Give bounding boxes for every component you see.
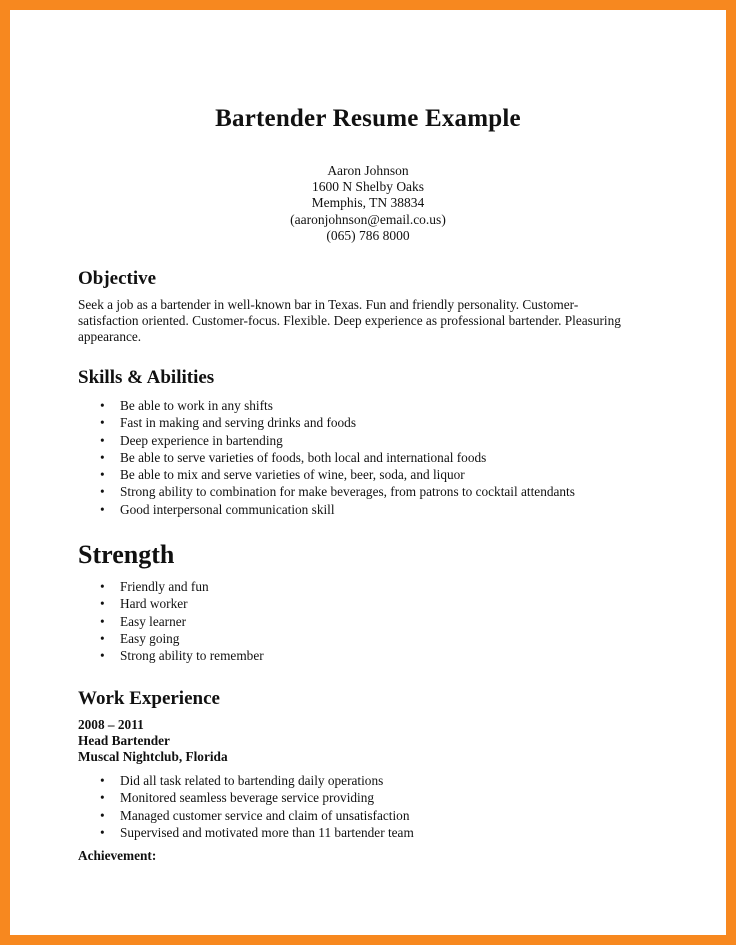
objective-line: Seek a job as a bartender in well-known bar in Texas. Fun and friendly personality. Customer- (78, 297, 579, 312)
list-item: • Be able to work in any shifts (78, 397, 575, 414)
list-item: • Managed customer service and claim of unsatisfaction (78, 807, 414, 824)
list-item: • Easy learner (78, 613, 264, 630)
page-title: Bartender Resume Example (215, 105, 521, 132)
work-period: 2008 – 2011 (78, 717, 144, 732)
strength-heading: Strength (78, 540, 175, 569)
contact-phone: (065) 786 8000 (326, 227, 410, 243)
list-item: • Strong ability to remember (78, 647, 264, 664)
list-item: • Did all task related to bartending daily operations (78, 772, 414, 789)
list-item: • Supervised and motivated more than 11 bartender team (78, 824, 414, 841)
list-item: • Good interpersonal communication skill (78, 501, 575, 518)
objective-line: appearance. (78, 329, 142, 344)
work-heading: Work Experience (78, 688, 220, 709)
list-item: • Friendly and fun (78, 578, 264, 595)
list-item: • Be able to serve varieties of foods, both local and international foods (78, 449, 575, 466)
list-item: • Strong ability to combination for make beverages, from patrons to cocktail attendants (78, 483, 575, 500)
objective-heading: Objective (78, 268, 157, 289)
skills-heading: Skills & Abilities (78, 367, 215, 388)
work-position: Head Bartender (78, 733, 170, 748)
skills-list (78, 397, 575, 518)
contact-address: 1600 N Shelby Oaks (311, 179, 425, 195)
strength-list (78, 578, 264, 664)
list-item: • Fast in making and serving drinks and foods (78, 414, 575, 431)
contact-city: Memphis, TN 38834 (311, 195, 425, 211)
objective-text (78, 297, 653, 345)
contact-name: Aaron Johnson (327, 163, 409, 178)
contact-email: (aaronjohnson@email.co.us) (290, 211, 446, 227)
achievement-label: Achievement: (78, 848, 157, 863)
work-company: Muscal Nightclub, Florida (78, 749, 228, 764)
list-item: • Easy going (78, 630, 264, 647)
list-item: • Monitored seamless beverage service providing (78, 789, 414, 806)
list-item: • Be able to mix and serve varieties of wine, beer, soda, and liquor (78, 466, 575, 483)
list-item: • Hard worker (78, 595, 264, 612)
list-item: • Deep experience in bartending (78, 432, 575, 449)
work-duties-list (78, 772, 414, 841)
objective-line: satisfaction oriented. Customer-focus. Flexible. Deep experience as professional bartender. Pleasuring (78, 313, 621, 328)
contact-block (10, 163, 726, 244)
